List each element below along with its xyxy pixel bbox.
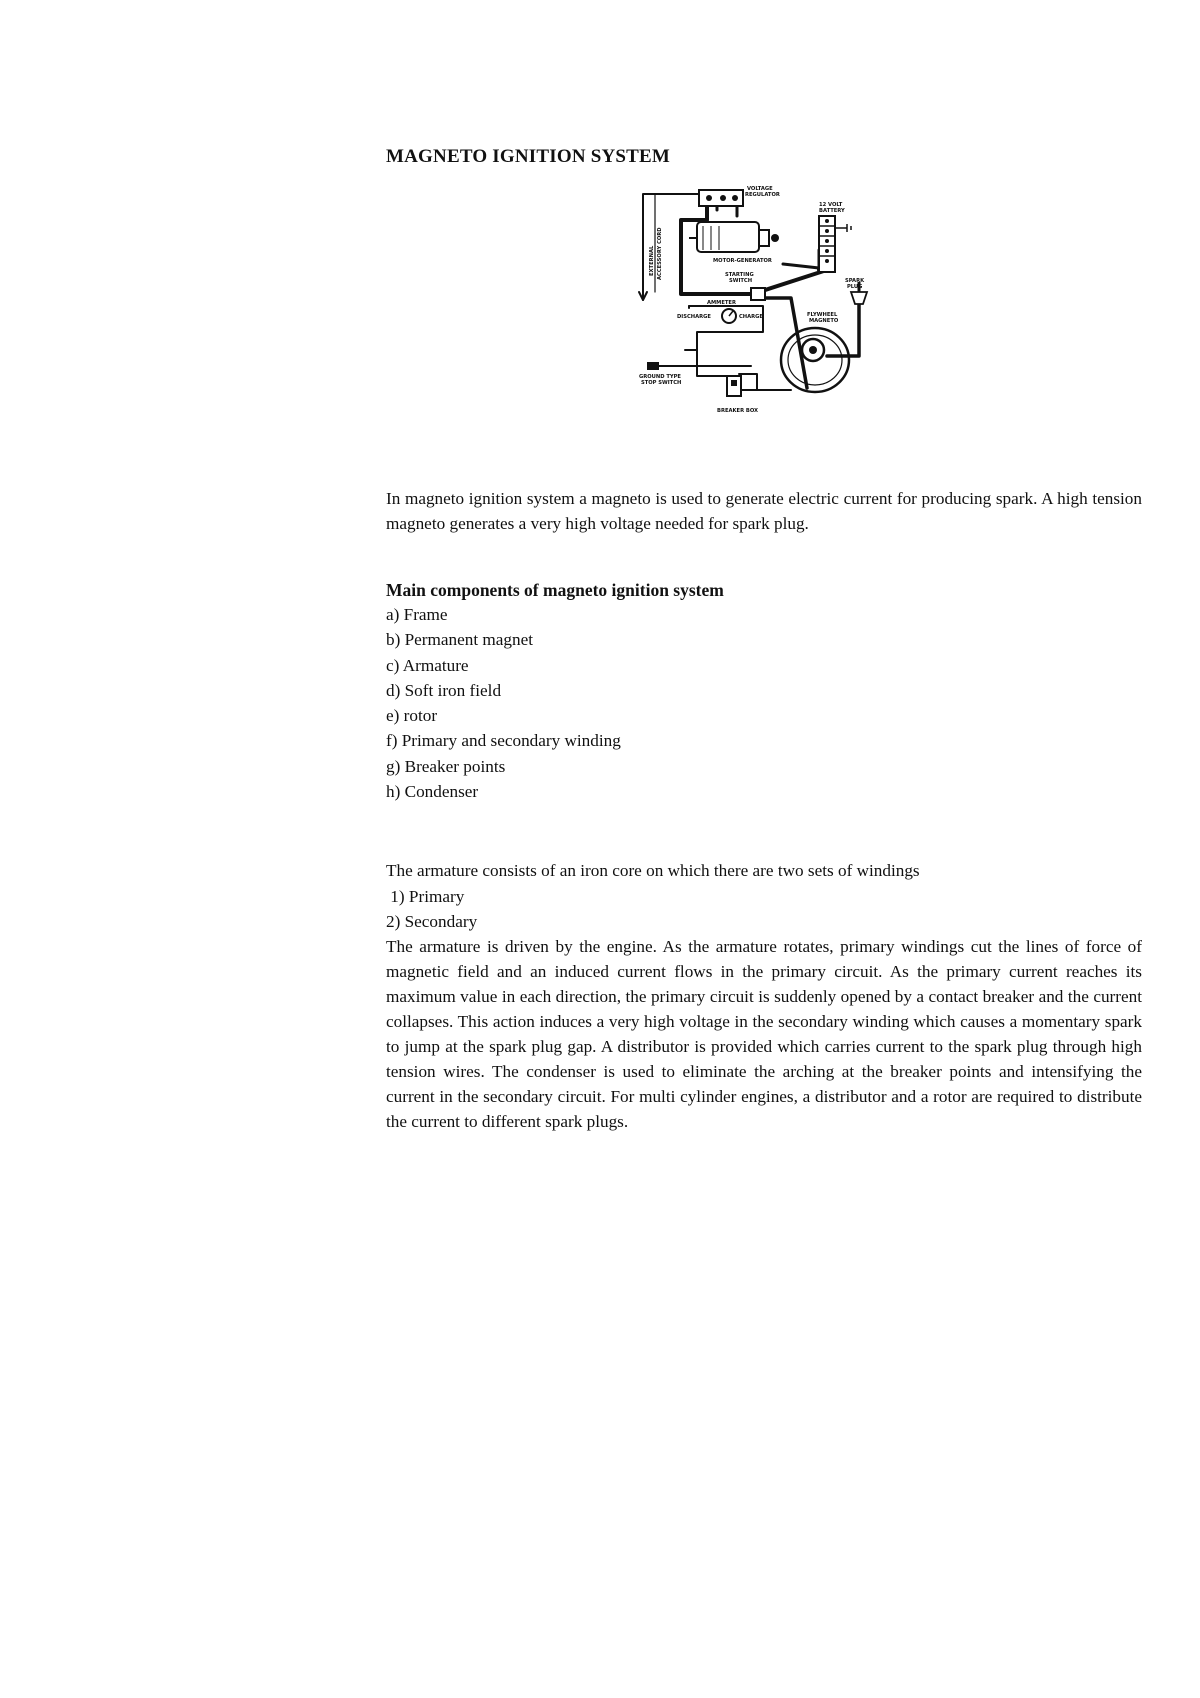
wiring-diagram-svg bbox=[633, 180, 903, 480]
document-content bbox=[386, 146, 1142, 1134]
armature-body-paragraph: The armature is driven by the engine. As the armature rotates, primary windings cut the lines of force of magnetic field and an induced current flows in the primary circuit. As the primary current reaches its maximum value in each direction, the primary circuit is suddenly opened by a contact breaker and the current collapses. This action induces a very high voltage in the secondary winding which causes a momentary spark to jump at the spark plug gap. A distributor is provided which carries current to the spark plug through high tension wires. The condenser is used to eliminate the arching at the breaker points and intensifying the current in the secondary circuit. For multi cylinder engines, a distributor and a rotor are required to distribute the current to different spark plugs. bbox=[386, 937, 1142, 1132]
list-item: c) Armature bbox=[386, 655, 469, 675]
label-battery-2: BATTERY bbox=[819, 208, 845, 214]
label-spark-plug-2: PLUG bbox=[847, 284, 863, 290]
list-item: h) Condenser bbox=[386, 782, 479, 802]
label-charge: CHARGE bbox=[739, 314, 763, 320]
list-item: f) Primary and secondary winding bbox=[386, 731, 621, 751]
armature-section bbox=[386, 858, 1142, 1134]
list-item: e) rotor bbox=[386, 706, 438, 726]
label-ground-1: GROUND TYPE bbox=[639, 374, 681, 380]
list-item: b) Permanent magnet bbox=[386, 630, 534, 650]
list-item: d) Soft iron field bbox=[386, 680, 502, 700]
armature-intro: The armature consists of an iron core on which there are two sets of windings bbox=[386, 861, 920, 881]
label-discharge: DISCHARGE bbox=[677, 314, 711, 320]
page-title: MAGNETO IGNITION SYSTEM bbox=[386, 146, 671, 167]
label-flywheel-1: FLYWHEEL bbox=[807, 312, 838, 318]
label-flywheel-2: MAGNETO bbox=[809, 318, 839, 324]
label-battery-1: 12 VOLT bbox=[819, 202, 843, 208]
components-list bbox=[386, 602, 1142, 804]
label-external-cord-1: EXTERNAL bbox=[649, 245, 655, 276]
label-ground-2: STOP SWITCH bbox=[641, 380, 682, 386]
winding-item-primary: 1) Primary bbox=[386, 886, 465, 906]
label-starting-switch-1: STARTING bbox=[725, 272, 754, 278]
ignition-wiring-diagram bbox=[386, 180, 1142, 480]
components-heading: Main components of magneto ignition system bbox=[386, 580, 724, 600]
label-external-cord-2: ACCESSORY CORD bbox=[657, 227, 663, 280]
winding-item-secondary: 2) Secondary bbox=[386, 911, 478, 931]
intro-paragraph: In magneto ignition system a magneto is used to generate electric current for producing spark. A high tension magneto generates a very high voltage needed for spark plug. bbox=[386, 489, 1142, 533]
label-starting-switch-2: SWITCH bbox=[729, 278, 753, 284]
label-spark-plug-1: SPARK bbox=[845, 278, 865, 284]
label-breaker-box: BREAKER BOX bbox=[717, 408, 759, 414]
list-item: g) Breaker points bbox=[386, 756, 506, 776]
label-motor-generator: MOTOR-GENERATOR bbox=[713, 258, 772, 264]
list-item: a) Frame bbox=[386, 605, 448, 624]
label-ammeter: AMMETER bbox=[707, 300, 736, 306]
label-voltage-regulator-1: VOLTAGE bbox=[747, 186, 773, 192]
label-voltage-regulator-2: REGULATOR bbox=[745, 192, 780, 198]
